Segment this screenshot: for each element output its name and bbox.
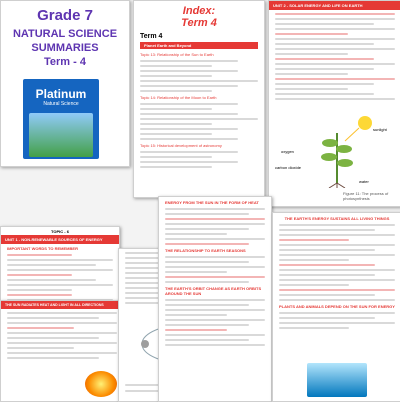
- unit2-page: [268, 0, 400, 207]
- index-topic-1: Topic 13: Relationship of the Sun to Earth: [140, 52, 214, 57]
- energy-line3: THE EARTH'S ORBIT CHANGE AS EARTH ORBITS AROUND THE SUN: [165, 286, 262, 296]
- index-subtitle: Term 4: [181, 17, 217, 29]
- sun-icon: [358, 116, 372, 130]
- energy-page: [158, 196, 272, 402]
- unit1-topic: TOPIC - 6: [51, 229, 69, 234]
- label-water: water: [359, 179, 369, 184]
- cover-book: [23, 79, 99, 159]
- ocean-image: [307, 363, 367, 397]
- index-page: [133, 0, 265, 198]
- sun-page: [0, 300, 124, 402]
- cover-brand: Platinum: [35, 87, 87, 101]
- cover-term: Term - 4: [44, 56, 86, 68]
- index-title: Index:: [182, 5, 216, 17]
- earth-page: [272, 212, 400, 402]
- label-co2: carbon dioxide: [275, 165, 302, 170]
- index-topic-2: Topic 14: Relationship of the Moon to Earth: [140, 95, 217, 100]
- cover-subject-line2: SUMMARIES: [31, 42, 99, 54]
- earth-line2: PLANTS AND ANIMALS DEPEND ON THE SUN FOR ENERGY: [279, 304, 395, 309]
- label-oxygen: oxygen: [281, 149, 294, 154]
- cover-illustration: [29, 113, 93, 157]
- unit1-header: UNIT 1 - NON-RENEWABLE SOURCES OF ENERGY: [1, 235, 119, 244]
- index-topic-3: Topic 15: Historical development of astronomy: [140, 143, 222, 148]
- sun-header: THE SUN RADIATES HEAT AND LIGHT IN ALL DIRECTIONS: [1, 301, 123, 309]
- photosynthesis-diagram: [305, 113, 375, 188]
- energy-line1: ENERGY FROM THE SUN IN THE FORM OF HEAT: [165, 200, 259, 205]
- energy-line2: THE RELATIONSHIP TO EARTH SEASONS: [165, 248, 246, 253]
- cover-grade: Grade 7: [37, 7, 93, 24]
- unit2-caption: Figure 11: The process of photosynthesis: [343, 191, 389, 201]
- cover-page: [0, 0, 130, 167]
- label-sunlight: sunlight: [373, 127, 387, 132]
- index-heading: Term 4: [140, 33, 163, 40]
- earth-line1: THE EARTH'S ENERGY SUSTAINS ALL LIVING THINGS: [284, 216, 390, 221]
- cover-subject-line1: NATURAL SCIENCE: [12, 28, 118, 40]
- index-table-header: Planet Earth and Beyond: [140, 42, 258, 49]
- sun-image: [85, 371, 117, 397]
- unit2-header: UNIT 2 - SOLAR ENERGY AND LIFE ON EARTH: [269, 1, 400, 10]
- cover-brand-sub: Natural Science: [43, 101, 79, 107]
- unit1-subheading: IMPORTANT WORDS TO REMEMBER: [7, 246, 78, 251]
